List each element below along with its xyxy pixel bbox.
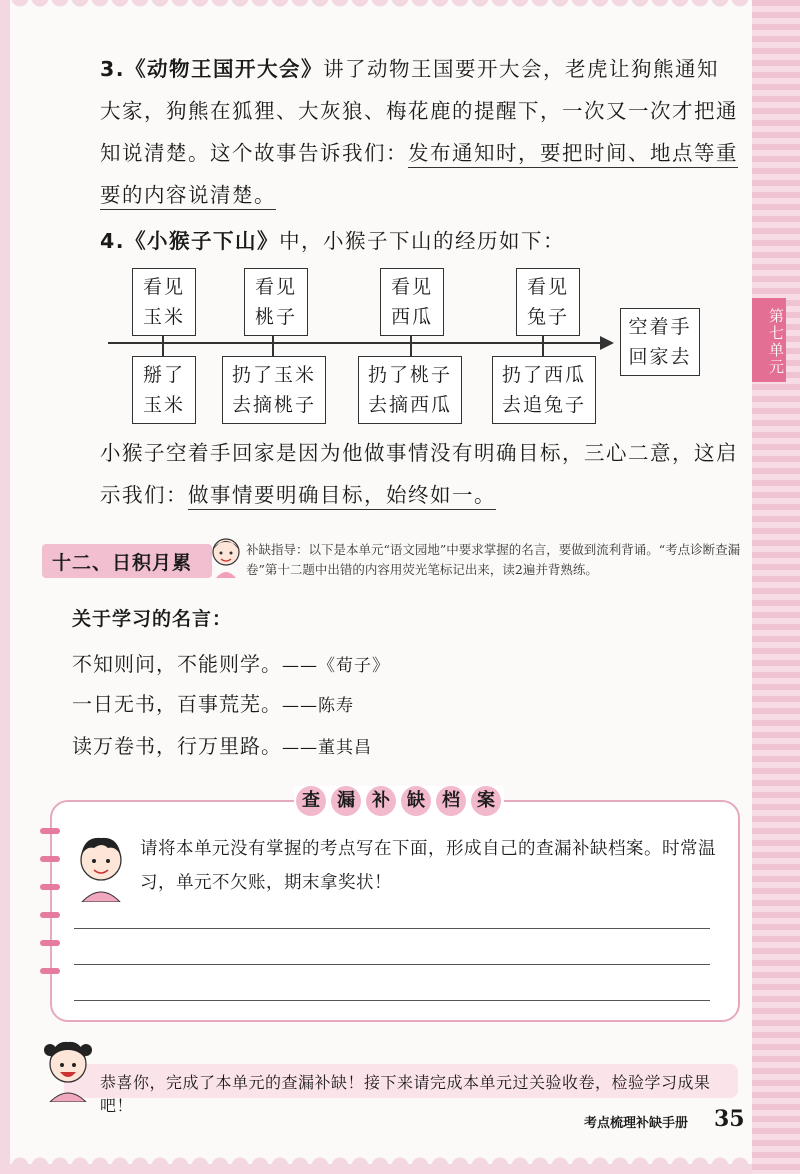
wave-bottom-edge	[10, 1150, 752, 1164]
box-line: 空着手	[628, 316, 692, 338]
item-4-answer: 做事情要明确目标，始终如一。	[188, 483, 496, 510]
item-3-text: 讲了动物王国要开大会，老虎让狗熊通知大家，狗熊在狐狸、大灰狼、梅花鹿的提醒下，一次又一次才把通知说清楚。这个故事告诉我们：	[100, 57, 738, 165]
item-3-number: 3.	[100, 57, 126, 81]
bottom-box-2	[222, 356, 326, 424]
timeline-arrowhead	[600, 336, 614, 350]
panel-title	[294, 786, 504, 822]
quote-source: ——《荀子》	[282, 656, 390, 676]
end-box	[620, 308, 700, 376]
box-line: 看见	[254, 276, 297, 298]
binder-ring	[40, 856, 60, 862]
quote-2	[72, 688, 354, 717]
top-box-3	[380, 268, 444, 336]
panel-title-char: 档	[436, 786, 466, 816]
connector-line	[542, 336, 544, 356]
box-line: 去摘西瓜	[367, 394, 452, 416]
girl-avatar-icon	[208, 534, 244, 580]
girl-cheer-icon	[40, 1038, 96, 1102]
top-box-4	[516, 268, 580, 336]
box-line: 看见	[390, 276, 433, 298]
quote-source: ——董其昌	[282, 738, 372, 758]
box-line: 玉米	[142, 306, 185, 328]
item-4-heading	[100, 220, 740, 262]
item-4-number: 4.	[100, 229, 126, 253]
binder-ring	[40, 912, 60, 918]
quote-text: 不知则问，不能则学。	[72, 652, 282, 676]
box-line: 兔子	[526, 306, 569, 328]
quote-1	[72, 648, 390, 677]
write-line[interactable]	[74, 964, 710, 965]
top-box-2	[244, 268, 308, 336]
unit-tab: 第七单元	[752, 298, 786, 382]
panel-title-char: 补	[366, 786, 396, 816]
bottom-box-4	[492, 356, 596, 424]
congrats-text: 恭喜你，完成了本单元的查漏补缺！接下来请完成本单元过关验收卷，检验学习成果吧！	[100, 1073, 711, 1115]
item-3-paragraph	[100, 48, 740, 216]
page-number: 35	[714, 1106, 745, 1132]
connector-line	[162, 336, 164, 356]
box-line: 扔了玉米	[231, 364, 316, 386]
timeline-axis	[108, 342, 608, 344]
bottom-box-3	[358, 356, 462, 424]
binder-ring	[40, 968, 60, 974]
box-line: 西瓜	[390, 306, 433, 328]
connector-line	[272, 336, 274, 356]
connector-line	[410, 336, 412, 356]
item-3-title: 《动物王国开大会》	[125, 57, 324, 81]
footer-label: 考点梳理补缺手册	[584, 1116, 689, 1131]
section-12-title: 十二、日积月累	[52, 552, 193, 574]
box-line: 玉米	[142, 394, 185, 416]
item-3-answer: 发布通知时，要把时间、地点等重要的内容说清楚。	[100, 141, 738, 210]
box-line: 桃子	[254, 306, 297, 328]
binder-ring	[40, 884, 60, 890]
write-line[interactable]	[74, 928, 710, 929]
quotes-subtitle: 关于学习的名言：	[72, 608, 233, 630]
quote-text: 一日无书，百事荒芜。	[72, 692, 282, 716]
bottom-box-1	[132, 356, 196, 424]
conclusion-text: 小猴子空着手回家是因为他做事情没有明确目标，三心二意，这启示我们：	[100, 441, 738, 507]
panel-title-char: 漏	[331, 786, 361, 816]
quote-3	[72, 730, 372, 759]
quote-source: ——陈寿	[282, 696, 354, 716]
item-4-title: 《小猴子下山》	[125, 229, 280, 253]
write-line[interactable]	[74, 1000, 710, 1001]
wave-top-edge	[10, 0, 752, 14]
congrats-bar	[64, 1064, 738, 1115]
item-4-conclusion	[100, 432, 740, 516]
right-decorative-strip	[752, 0, 800, 1174]
item-4-text: 中，小猴子下山的经历如下：	[279, 229, 566, 253]
top-box-1	[132, 268, 196, 336]
box-line: 回家去	[628, 346, 692, 368]
panel-title-char: 查	[296, 786, 326, 816]
box-line: 去追兔子	[501, 394, 586, 416]
box-line: 扔了桃子	[367, 364, 452, 386]
panel-title-char: 缺	[401, 786, 431, 816]
binder-ring	[40, 940, 60, 946]
quote-text: 读万卷书，行万里路。	[72, 734, 282, 758]
panel-title-char: 案	[471, 786, 501, 816]
panel-instruction: 请将本单元没有掌握的考点写在下面，形成自己的查漏补缺档案。时常温习，单元不欠账，期末拿奖状！	[140, 839, 716, 893]
binder-ring	[40, 828, 60, 834]
box-line: 看见	[142, 276, 185, 298]
section-12-guide: 补缺指导：以下是本单元“语文园地”中要求掌握的名言，要做到流利背诵。“考点诊断查漏卷”第十二题中出错的内容用荧光笔标记出来，读2遍并背熟练。	[246, 542, 741, 577]
box-line: 去摘桃子	[231, 394, 316, 416]
box-line: 扔了西瓜	[501, 364, 586, 386]
box-line: 看见	[526, 276, 569, 298]
box-line: 掰了	[142, 364, 185, 386]
section-12-header	[42, 544, 212, 578]
boy-avatar-icon	[72, 832, 130, 902]
